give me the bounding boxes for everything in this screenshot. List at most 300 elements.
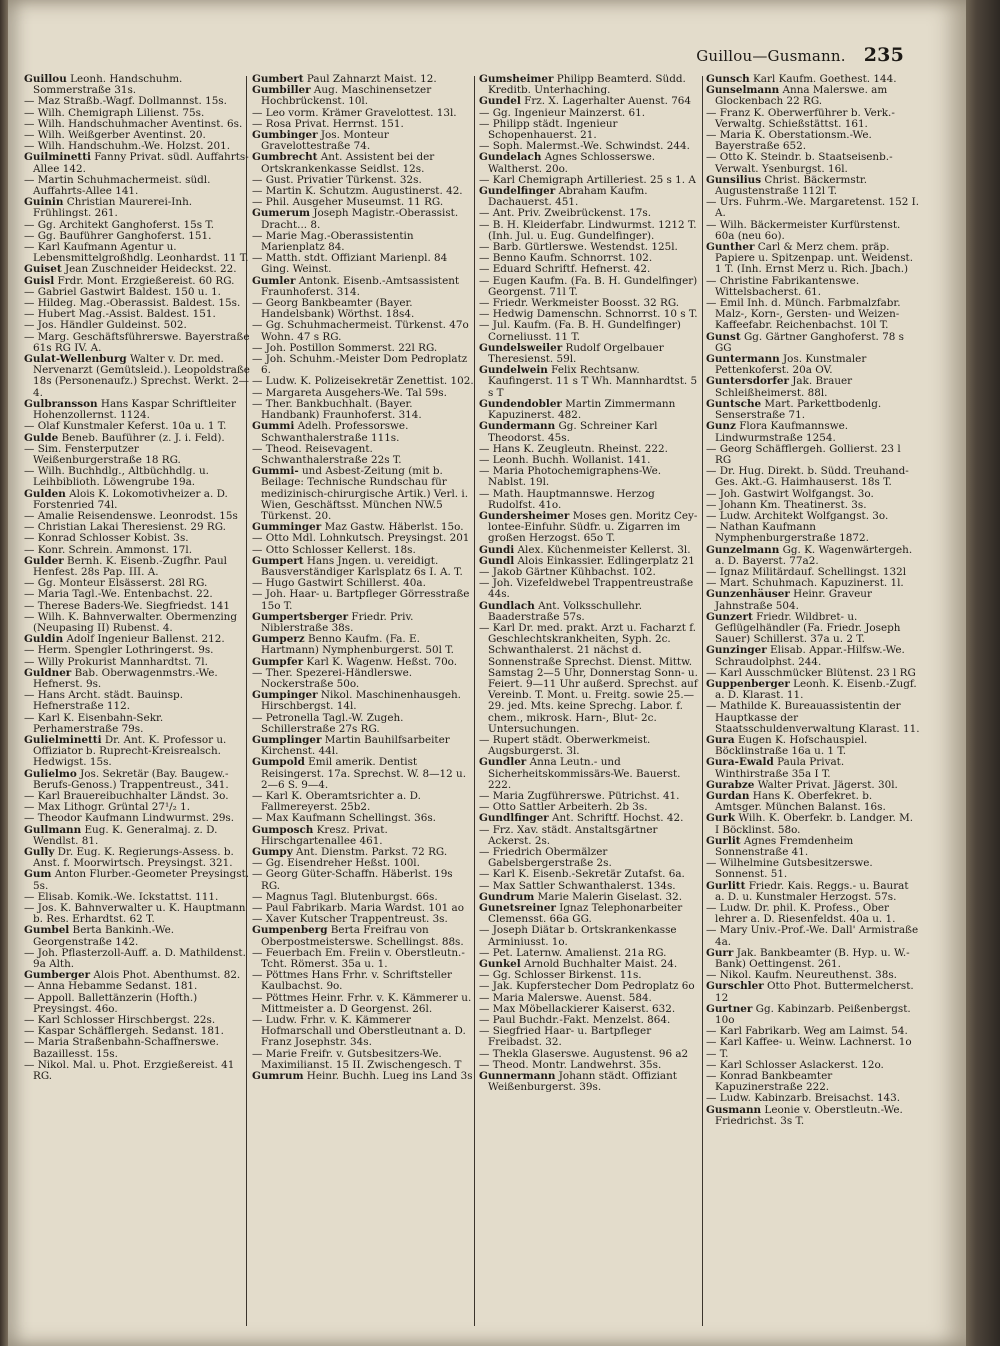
directory-sub-entry: — Theod. Reisevagent. Schwanthalerstraße 22s T. [252,442,402,466]
directory-entry: Gundler Anna Leutn.- und Sicherheitskommissärs-We. Bauerst. 222. [479,756,681,791]
directory-page [8,0,966,1346]
entry-surname: Gum [24,868,52,881]
directory-sub-entry: — Marg. Geschäftsführerswe. Bayerstraße 61s RG IV. A. [24,330,250,354]
directory-entry: Gunetsreiner Ignaz Telephonarbeiter Clemensst. 66a GG. [479,902,683,926]
directory-sub-entry: — Jos. Händler Guldeinst. 502. [24,319,187,332]
entry-surname: Gundelsweiler [479,341,563,354]
directory-sub-entry: — Max Kaufmann Schellingst. 36s. [252,812,436,825]
entry-surname: Gundler [479,756,527,769]
directory-sub-entry: — Thekla Glaserswe. Augustenst. 96 a2 [479,1047,689,1060]
entry-surname: Gumerum [252,207,311,220]
directory-entry: Gullmann Eug. K. Generalmaj. z. D. Wendlst. 81. [24,823,218,847]
directory-sub-entry: — Nathan Kaufmann Nymphenburgerstraße 1872. [706,521,869,545]
entry-surname: Gunzert [706,610,753,623]
directory-sub-entry: — Joh. Schuhm.-Meister Dom Pedroplatz 6. [252,353,468,377]
running-head [696,44,904,66]
directory-entry: Gunkel Arnold Buchhalter Maist. 24. [479,958,678,971]
directory-entry: Gummi Adelh. Professorswe. Schwanthalerstraße 111s. [252,420,409,444]
directory-entry: Gully Dr. Eug. K. Regierungs-Assess. b. Anst. f. Moorwirtsch. Preysingst. 321. [24,846,234,870]
entry-surname: Gumposch [252,823,314,836]
directory-entry: Guisl Frdr. Mont. Erzgießereist. 60 RG. [24,274,235,287]
directory-entry: Guinin Christian Maurerei-Inh. Frühlingst. 261. [24,196,193,220]
directory-sub-entry: — Max Möbellackierer Kaiserst. 632. [479,1002,676,1015]
directory-entry: Gundersheimer Moses gen. Moritz Cey-lontee-Einfuhr. Südfr. u. Zigarren im großen Herzogst. 65o T. [479,509,698,545]
directory-sub-entry: — Rupert städt. Oberwerkmeist. Augsburgerst. 3l. [479,733,651,758]
directory-entry: Gumminger Maz Gastw. Häberlst. 15o. [252,521,464,534]
directory-entry: Guntsche Mart. Parkettbodenlg. Senserstraße 71. [706,397,882,422]
entry-surname: Guilminetti [24,151,91,164]
directory-sub-entry: — Karl Chemigraph Artilleriest. 25 s 1. A [479,173,696,186]
directory-entry: Gulbransson Hans Kaspar Schriftleiter Hohenzollernst. 1124. [24,397,236,422]
directory-entry: Gummi- und Asbest-Zeitung (mit b. Beilage: Technische Rundschau für medizinisch-chirurgische Artik.) Verl. i. Wien, Geschäftsst. München NW.5 Türkenst. 20. [252,465,469,522]
directory-sub-entry: — Theodor Kaufmann Lindwurmst. 29s. [24,812,235,825]
directory-sub-entry: — Karl K. Eisenb.-Sekretär Zutafst. 6a. [479,868,685,881]
directory-sub-entry: — Elisab. Komik.-We. Ickstattst. 111. [24,890,219,903]
directory-sub-entry: — Otto Mdl. Lohnkutsch. Preysingst. 201 [252,532,470,545]
directory-sub-entry: — Philipp städt. Ingenieur Schopenhauerst. 21. [479,117,618,142]
entry-surname: Gumpy [252,846,293,859]
directory-sub-entry: — Rosa Privat. Herrnst. 151. [252,117,404,130]
directory-sub-entry: — Georg Bankbeamter (Bayer. Handelsbank) Wörthst. 18s4. [252,297,415,321]
directory-sub-entry: — Barb. Gürtlerswe. Westendst. 125l. [479,241,678,254]
running-head-title: Guillou—Gusmann. [696,47,846,65]
entry-surname: Gulbransson [24,397,98,410]
directory-entry: Gunnermann Johann städt. Offiziant Weißenburgerst. 39s. [479,1070,677,1094]
entry-surname: Gundersheimer [479,509,570,522]
entry-surname: Gundlach [479,599,535,612]
directory-sub-entry: — Karl K. Oberamtsrichter a. D. Fallmereyerst. 25b2. [252,790,421,814]
directory-sub-entry: — Herm. Spengler Lothringerst. 9s. [24,644,214,657]
directory-sub-entry: — Appoll. Ballettänzerin (Hofth.) Preysingst. 46o. [24,991,198,1015]
directory-sub-entry: — Wilh. Handschuhm.-We. Holzst. 201. [24,140,231,153]
directory-sub-entry: — Margareta Ausgehers-We. Tal 59s. [252,386,447,399]
entry-surname: Gumberger [24,969,91,982]
directory-entry: Gumrum Heinr. Buchh. Lueg ins Land 3s [252,1070,473,1083]
directory-sub-entry: — Joseph Diätar b. Ortskrankenkasse Arminiusst. 1o. [479,924,677,948]
directory-sub-entry: — Karl Schlosser Aslackerst. 12o. [706,1058,884,1071]
entry-surname: Gumpert [252,554,304,567]
directory-entry: Gulden Alois K. Lokomotivheizer a. D. Forstenried 74l. [24,487,228,511]
directory-sub-entry: — Petronella Tagl.-W. Zugeh. Schillerstraße 27s RG. [252,711,404,735]
entry-surname: Gundelfinger [479,185,556,198]
directory-sub-entry: — Marie Mag.-Oberassistentin Marienplatz 84. [252,229,414,254]
directory-sub-entry: — Gabriel Gastwirt Baldest. 150 u. 1. [24,285,221,298]
directory-sub-entry: — Wilh. Bäckermeister Kurfürstenst. 60a (neu 6o). [706,218,901,242]
directory-entry: Gurabze Walter Privat. Jägerst. 30l. [706,778,898,791]
directory-entry: Gum Anton Flurber.-Geometer Preysingst. 5s. [24,868,250,892]
directory-entry: Gundelfinger Abraham Kaufm. Dachauerst. 451. [479,185,648,209]
directory-entry: Gumpenberg Berta Freifrau von Oberpostmeisterswe. Schellingst. 88s. [252,924,464,948]
directory-entry: Gundrum Marie Malerin Giselast. 32. [479,890,683,903]
column-rule [702,76,703,1326]
directory-sub-entry: — Math. Hauptmannswe. Herzog Rudolfst. 41o. [479,487,655,511]
directory-entry: Gundelsweiler Rudolf Orgelbauer Theresienst. 59l. [479,341,664,366]
directory-sub-entry: — Wilh. Buchhdlg., Altbüchhdlg. u. Leihbiblioth. Löwengrube 19a. [24,465,209,489]
directory-sub-entry: — Karl K. Eisenbahn-Sekr. Perhamerstraße 79s. [24,711,164,735]
entry-surname: Gumminger [252,521,322,534]
directory-entry: Gundi Alex. Küchenmeister Kellerst. 3l. [479,543,691,556]
entry-surname: Gully [24,846,55,859]
directory-entry: Gurdan Hans K. Oberfekret. b. Amtsger. München Balanst. 16s. [706,790,886,814]
directory-sub-entry: — Benno Kaufm. Schnorrst. 102. [479,252,653,265]
directory-entry: Gumsheimer Philipp Beamterd. Südd. Kreditb. Unterhaching. [479,73,686,97]
directory-sub-entry: — Ignaz Militärdauf. Schellingst. 132l [706,565,907,578]
entry-surname: Gumler [252,274,296,287]
directory-sub-entry: — Jakob Gärtner Kühbachst. 102. [479,565,656,578]
entry-surname: Gurdan [706,790,750,802]
directory-entry: Guillou Leonh. Handschuhm. Sommerstraße 31s. [24,73,183,97]
directory-entry: Gumpfer Karl K. Wagenw. Heßst. 70o. [252,655,458,668]
directory-entry: Gundlfinger Ant. Schriftf. Hochst. 42. [479,812,684,825]
directory-sub-entry: — Karl Fabrikarb. Weg am Laimst. 54. [706,1025,908,1038]
directory-sub-entry: — Magnus Tagl. Blutenburgst. 66s. [252,890,438,903]
directory-sub-entry: — Eugen Kaufm. (Fa. B. H. Gundelfinger) Georgenst. 71l T. [479,274,698,298]
directory-sub-entry: — Pöttmes Hans Frhr. v. Schriftsteller Kaulbachst. 9o. [252,969,452,993]
directory-sub-entry: — Maz Straßb.-Wagf. Dollmannst. 15s. [24,95,227,108]
directory-sub-entry: — Wilh. K. Bahnverwalter. Obermenzing (Neupasing II) Rubenst. 4. [24,610,237,634]
directory-entry: Gurlit Agnes Fremdenheim Sonnenstraße 41. [706,834,854,859]
entry-surname: Gundelwein [479,364,548,377]
directory-sub-entry: — Nikol. Kaufm. Neureuthenst. 38s. [706,969,897,982]
directory-entry: Gunsch Karl Kaufm. Goethest. 144. [706,73,897,85]
entry-surname: Guisl [24,274,55,287]
entry-surname: Guillou [24,73,67,85]
directory-entry: Gunzenhäuser Heinr. Graveur Jahnstraße 504. [706,588,872,612]
directory-entry: Gumpertsberger Friedr. Priv. Niblerstraße 38s. [252,610,414,634]
entry-surname: Gulder [24,554,64,567]
entry-surname: Guiset [24,263,62,276]
entry-surname: Gulde [24,431,59,444]
entry-surname: Gumbiller [252,84,311,97]
directory-sub-entry: — Karl Brauereibuchhalter Ländst. 3o. [24,790,229,802]
directory-sub-entry: — Gg. Monteur Elsässerst. 28l RG. [24,577,208,590]
directory-sub-entry: — Ant. Priv. Zweibrückenst. 17s. [479,207,652,220]
directory-sub-entry: — Maria Malerswe. Auenst. 584. [479,991,652,1004]
entry-surname: Gunkel [479,958,521,971]
directory-sub-entry: — Marie Freifr. v. Gutsbesitzers-We. Maximilianst. 15 II. Zwischengesch. T [252,1047,462,1071]
directory-entry: Guppenberger Leonh. K. Eisenb.-Zugf. a. D. Klarast. 11. [706,677,917,702]
entry-surname: Gunselmann [706,84,780,97]
directory-entry: Gurtner Gg. Kabinzarb. Peißenbergst. 10o [706,1002,911,1027]
directory-entry: Guldin Adolf Ingenieur Ballenst. 212. [24,633,225,646]
column-rule [474,76,475,1326]
directory-entry: Gumpold Emil amerik. Dentist Reisingerst. 17a. Sprechst. W. 8—12 u. 2—6 S. 9—4. [252,756,467,791]
directory-entry: Gundermann Gg. Schreiner Karl Theodorst. 45s. [479,420,658,444]
directory-sub-entry: — Wilhelmine Gutsbesitzerswe. Sonnenst. 51. [706,857,873,881]
directory-entry: Gunzinger Elisab. Appar.-Hilfsw.-We. Schraudolphst. 244. [706,644,905,668]
directory-entry: Gulat-Wellenburg Walter v. Dr. med. Nervenarzt (Gemütsleid.). Leopoldstraße 18s (Personenaufz.) Sprechst. Werkt. 2—4. [24,353,250,399]
directory-sub-entry: — Maria K. Oberstationsm.-We. Bayerstraße 652. [706,129,872,153]
column-1 [24,74,250,1082]
directory-sub-entry: — Franz K. Oberwerführer b. Verk.-Verwaltg. Schießstättst. 161. [706,106,895,130]
directory-sub-entry: — Georg Schäfflergeh. Gollierst. 23 l RG [706,442,901,466]
directory-sub-entry: — Dr. Hug. Direkt. b. Südd. Treuhand-Ges. Akt.-G. Haimhauserst. 18s T. [706,465,909,489]
directory-sub-entry: — Maria Straßenbahn-Schaffnerswe. Bazaillesst. 15s. [24,1036,219,1060]
directory-sub-entry: — Hildeg. Mag.-Oberassist. Baldest. 15s. [24,297,241,310]
directory-sub-entry: — Kaspar Schäfflergeh. Sedanst. 181. [24,1025,224,1038]
directory-sub-entry: — Paul Buchdr.-Fakt. Menzelst. 864. [479,1014,671,1027]
directory-sub-entry: — T. [706,1047,729,1060]
directory-entry: Gulielminetti Dr. Ant. K. Professor u. Offiziator b. Ruprecht-Kreisrealsch. Hedwigst. 15s. [24,733,227,769]
directory-entry: Gunzert Friedr. Wildbret- u. Geflügelhändler (Fa. Friedr. Joseph Sauer) Schillerst. 37a u. 2 T. [706,610,901,646]
directory-sub-entry: — Ludw. Kabinzarb. Breisachst. 143. [706,1092,901,1105]
entry-surname: Gundi [479,543,515,556]
directory-entry: Gumperz Benno Kaufm. (Fa. E. Hartmann) Nymphenburgerst. 50l T. [252,633,454,657]
directory-sub-entry: — Jul. Kaufm. (Fa. B. H. Gundelfinger) Corneliusst. 11 T. [479,319,681,343]
directory-sub-entry: — Christine Fabrikantenswe. Wittelsbacherst. 61. [706,274,860,298]
entry-surname: Gumpinger [252,689,318,702]
directory-sub-entry: — Konr. Schrein. Ammonst. 17l. [24,543,193,556]
directory-entry: Gumpinger Nikol. Maschinenhausgeh. Hirschbergst. 14l. [252,689,461,713]
directory-sub-entry: — Frz. Xav. städt. Anstaltsgärtner Ackerst. 2s. [479,823,658,847]
directory-sub-entry: — Therese Baders-We. Siegfriedst. 141 [24,599,230,612]
directory-sub-entry: — Pet. Laternw. Amalienst. 21a RG. [479,946,667,959]
directory-sub-entry: — Maria Photochemigraphens-We. Nablst. 19l. [479,465,662,489]
directory-sub-entry: — Otto Sattler Arbeiterh. 2b 3s. [479,801,648,814]
entry-surname: Gunsilius [706,173,762,186]
entry-surname: Gummi [252,420,295,433]
entry-surname: Gunzenhäuser [706,588,790,601]
entry-surname: Gurtner [706,1002,753,1015]
directory-sub-entry: — Leonh. Buchh. Wollanist. 141. [479,453,651,466]
page-number: 235 [863,44,904,66]
entry-surname: Guldin [24,633,64,646]
column-2 [252,74,474,1082]
directory-sub-entry: — Ludw. K. Polizeisekretär Zenettist. 102. [252,375,474,388]
directory-entry: Gumerum Joseph Magistr.-Oberassist. Dracht... 8. [252,207,459,231]
directory-sub-entry: — B. H. Kleiderfabr. Lindwurmst. 1212 T. (Inh. Jul. u. Eug. Gundelfinger). [479,218,697,242]
directory-sub-entry: — Jos. K. Bahnverwalter u. K. Hauptmann b. Res. Erhardtst. 62 T. [24,902,246,926]
entry-surname: Gumbinger [252,129,318,142]
column-4 [706,74,920,1127]
entry-surname: Gura-Ewald [706,756,774,769]
entry-surname: Gumbel [24,924,70,937]
entry-surname: Guinin [24,196,64,209]
directory-entry: Guldner Bab. Oberwagenmstrs.-We. Hefnerst. 9s. [24,666,218,690]
directory-sub-entry: — Anna Hebamme Sedanst. 181. [24,980,198,993]
directory-sub-entry: — Pöttmes Heinr. Frhr. v. K. Kämmerer u. Mittmeister a. D Georgenst. 26l. [252,991,472,1015]
entry-surname: Gulat-Wellenburg [24,353,127,366]
entry-surname: Gurk [706,812,736,825]
column-3 [479,74,701,1093]
directory-sub-entry: — Martin Schuhmachermeist. südl. Auffahrts-Allee 141. [24,173,211,198]
directory-entry: Gundelach Agnes Schlosserswe. Waltherst. 20o. [479,151,656,175]
directory-sub-entry: — Gg. Ingenieur Mainzerst. 61. [479,106,646,119]
directory-sub-entry: — Gg. Schuhmachermeist. Türkenst. 47o Wohn. 47 s RG. [252,319,469,343]
entry-surname: Gummi- [252,465,299,478]
directory-entry: Gunzelmann Gg. K. Wagenwärtergeh. a. D. Bayerst. 77a2. [706,543,913,567]
entry-surname: Gurabze [706,778,755,791]
entry-surname: Gunsch [706,73,750,85]
directory-sub-entry: — Gust. Privatier Türkenst. 32s. [252,173,422,186]
directory-sub-entry: — Christian Lakai Theresienst. 29 RG. [24,521,226,534]
entry-surname: Gundelach [479,151,542,164]
fore-edge [966,0,1000,1346]
entry-surname: Gumsheimer [479,73,554,85]
directory-sub-entry: — Willy Prokurist Mannhardtst. 7l. [24,655,208,668]
directory-entry: Gunther Carl & Merz chem. präp. Papiere u. Spitzenpap. unt. Weidenst. 1 T. (Inh. Ernst Merz u. Rich. Jbach.) [706,241,914,276]
directory-entry: Gunsilius Christ. Bäckermstr. Augustenstraße 112l T. [706,173,867,198]
entry-surname: Gunzinger [706,644,767,657]
directory-sub-entry: — Max Lithogr. Grüntal 27¹/₂ 1. [24,801,191,814]
entry-surname: Gumpold [252,756,305,769]
directory-entry: Gumplinger Martin Bauhilfsarbeiter Kirchenst. 44l. [252,733,450,758]
directory-entry: Gundl Alois Einkassier. Edlingerplatz 21 [479,554,695,567]
directory-entry: Gusmann Leonie v. Oberstleutn.-We. Friedrichst. 3s T. [706,1103,903,1127]
directory-entry: Gumbinger Jos. Monteur Gravelottestraße 74. [252,129,389,153]
directory-entry: Guilminetti Fanny Privat. südl. Auffahrts-Allee 142. [24,151,249,175]
directory-sub-entry: — Amalie Reisendenswe. Leonrodst. 15s [24,509,238,522]
entry-surname: Gusmann [706,1103,762,1116]
entry-surname: Gumperz [252,633,305,646]
directory-entry: Gura Eugen K. Hofschauspiel. Böcklinstraße 16a u. 1 T. [706,733,868,758]
directory-entry: Gumbert Paul Zahnarzt Maist. 12. [252,73,437,85]
entry-surname: Guntsche [706,397,762,410]
entry-surname: Gundel [479,95,521,108]
directory-sub-entry: — Wilh. Weißgerber Aventinst. 20. [24,129,206,142]
directory-sub-entry: — Mart. Schuhmach. Kapuzinerst. 1l. [706,577,904,590]
entry-surname: Gunnermann [479,1070,556,1083]
directory-sub-entry: — Hans K. Zeugleutn. Rheinst. 222. [479,442,668,455]
directory-entry: Gurschler Otto Phot. Buttermelcherst. 12 [706,980,914,1004]
directory-sub-entry: — Emil Inh. d. Münch. Farbmalzfabr. Malz-, Korn-, Gersten- und Weizen-Kaffeefabr. Reichenbachst. 10l T. [706,297,901,332]
directory-entry: Gunz Flora Kaufmannswe. Lindwurmstraße 1254. [706,420,849,444]
directory-sub-entry: — Mary Univ.-Prof.-We. Dall' Armistraße 4a. [706,924,919,948]
directory-entry: Gundlach Ant. Volksschullehr. Baaderstraße 57s. [479,599,642,623]
directory-sub-entry: — Hedwig Damenschn. Schnorrst. 10 s T. [479,308,698,321]
directory-sub-entry: — Hans Archt. städt. Bauinsp. Hefnerstraße 112. [24,689,184,713]
directory-sub-entry: — Soph. Malermst.-We. Schwindst. 244. [479,140,690,153]
directory-sub-entry: — Jak. Kupferstecher Dom Pedroplatz 6o [479,980,695,993]
entry-surname: Gundlfinger [479,812,549,825]
entry-surname: Gundendobler [479,397,562,410]
directory-sub-entry: — Siegfried Haar- u. Bartpfleger Freibadst. 32. [479,1025,652,1049]
entry-surname: Gumrum [252,1070,304,1083]
directory-entry: Gumberger Alois Phot. Abenthumst. 82. [24,969,241,982]
directory-entry: Gumbiller Aug. Maschinensetzer Hochbrückenst. 10l. [252,84,432,108]
directory-sub-entry: — Karl Ausschmücker Blütenst. 23 l RG [706,666,916,679]
directory-sub-entry: — Johann Km. Theatinerst. 3s. [706,498,867,511]
directory-sub-entry: — Gg. Eisendreher Heßst. 100l. [252,857,420,870]
entry-surname: Gumpertsberger [252,610,349,623]
entry-surname: Gundermann [479,420,556,433]
entry-surname: Gurr [706,946,734,959]
directory-entry: Gulielmo Jos. Sekretär (Bay. Baugew.-Berufs-Genoss.) Trappentreust., 341. [24,767,229,791]
directory-entry: Gumpy Ant. Dienstm. Parkst. 72 RG. [252,846,448,859]
entry-surname: Gunther [706,241,755,254]
directory-sub-entry: — Theod. Montr. Landwehrst. 35s. [479,1058,662,1071]
entry-surname: Gundl [479,554,515,567]
directory-entry: Gulde Beneb. Bauführer (z. J. i. Feld). [24,431,225,444]
directory-sub-entry: — Ludw. Dr. phil. K. Profess., Ober lehrer a. D. Riesenfeldst. 40a u. 1. [706,902,896,926]
directory-entry: Gurlitt Friedr. Kais. Reggs.- u. Baurat a. D. u. Kunstmaler Herzogst. 57s. [706,879,909,903]
entry-surname: Gumbert [252,73,304,85]
directory-sub-entry: — Maria Zugführerswe. Pütrichst. 41. [479,790,680,802]
directory-entry: Gulder Bernh. K. Eisenb.-Zugfhr. Paul Henfest. 28s Pap. III. A. [24,554,227,578]
directory-sub-entry: — Konrad Bankbeamter Kapuzinerstraße 222. [706,1070,833,1094]
entry-surname: Gumpfer [252,655,304,668]
directory-sub-entry: — Karl Dr. med. prakt. Arzt u. Facharzt f. Geschlechtskrankheiten, Syph. 2c. Schwanthalerst. 21 nächst d. Sonnenstraße Sprechst. Dienst. Mittw. Samstag 2—5 Uhr, Donnerstag Sonn- u. Feiert. 9—11 Uhr außerd. Sprechst. auf Vereinb. T. Mont. u. Freitg. sowie 25.—29. jed. Mts. keine Sprechg. Labor. f. chem., mikrosk. Harn-, Blut- 2c. Untersuchungen. [479,621,698,735]
directory-entry: Guntersdorfer Jak. Brauer Schleißheimerst. 88l. [706,375,853,399]
directory-sub-entry: — Otto Schlosser Kellerst. 18s. [252,543,416,556]
directory-sub-entry: — Ludw. Frhr. v. K. Kämmerer Hofmarschall und Oberstleutnant a. D. Franz Josephstr. 34s. [252,1014,466,1049]
entry-surname: Gumpenberg [252,924,328,937]
directory-entry: Gumposch Kresz. Privat. Hirschgartenallee 461. [252,823,388,847]
directory-sub-entry: — Konrad Schlosser Kobist. 3s. [24,532,189,545]
entry-surname: Gunst [706,330,741,343]
directory-sub-entry: — Leo vorm. Krämer Gravelottest. 13l. [252,106,457,119]
entry-surname: Gunetsreiner [479,902,556,915]
entry-surname: Gumplinger [252,733,322,746]
entry-surname: Gura [706,733,735,746]
directory-sub-entry: — Karl Schlosser Hirschbergst. 22s. [24,1014,216,1027]
directory-entry: Guiset Jean Zuschneider Heideckst. 22. [24,263,237,276]
directory-entry: Gumbrecht Ant. Assistent bei der Ortskrankenkasse Seidlst. 12s. [252,151,435,175]
directory-sub-entry: — Karl Kaufmann Agentur u. Lebensmittelgroßhdlg. Leonhardst. 11 T. [24,241,249,265]
directory-sub-entry: — Joh. Vizefeldwebel Trappentreustraße 44s. [479,577,694,601]
directory-sub-entry: — Ther. Spezerei-Händlerswe. Nockerstraße 50o. [252,666,413,690]
directory-sub-entry: — Martin K. Schutzm. Augustinerst. 42. [252,185,463,198]
directory-sub-entry: — Feuerbach Em. Freiin v. Oberstleutn.-Tcht. Römerst. 35a u. 1. [252,946,465,971]
directory-sub-entry: — Gg. Architekt Ganghoferst. 15s T. [24,218,215,231]
entry-surname: Guldner [24,666,72,679]
directory-entry: Gura-Ewald Paula Privat. Winthirstraße 35a I T. [706,756,845,780]
directory-sub-entry: — Matth. stdt. Offiziant Marienpl. 84 Ging. Weinst. [252,252,448,276]
directory-sub-entry: — Sim. Fensterputzer Weißenburgerstraße 18 RG. [24,442,181,466]
entry-surname: Guntersdorfer [706,375,789,388]
directory-entry: Gundendobler Martin Zimmermann Kapuzinerst. 482. [479,397,676,422]
directory-sub-entry: — Joh. Gastwirt Wolfgangst. 3o. [706,487,874,500]
entry-surname: Gurschler [706,980,764,993]
directory-sub-entry: — Max Sattler Schwanthalerst. 134s. [479,879,676,892]
entry-surname: Gulielmo [24,767,77,780]
directory-sub-entry: — Phil. Ausgeher Museumst. 11 RG. [252,196,444,209]
directory-sub-entry: — Otto K. Steindr. b. Staatseisenb.-Verwalt. Ysenburgst. 16l. [706,151,893,175]
directory-sub-entry: — Friedrich Obermälzer Gabelsbergerstraße 2s. [479,846,612,870]
directory-sub-entry: — Hubert Mag.-Assist. Baldest. 151. [24,308,216,321]
directory-entry: Gunst Gg. Gärtner Ganghoferst. 78 s GG [706,330,904,354]
entry-surname: Guppenberger [706,677,790,690]
directory-sub-entry: — Gg. Schlosser Birkenst. 11s. [479,969,642,982]
directory-entry: Gundelwein Felix Rechtsanw. Kaufingerst. 11 s T Wh. Mannhardtst. 5 s T [479,364,698,399]
entry-surname: Gurlitt [706,879,746,892]
directory-sub-entry: — Maria Tagl.-We. Entenbachst. 22. [24,588,213,601]
directory-sub-entry: — Wilh. Handschuhmacher Aventinst. 6s. [24,117,243,130]
directory-sub-entry: — Joh. Haar- u. Bartpfleger Görresstraße 15o T. [252,588,470,612]
directory-entry: Gurk Wilh. K. Oberfekr. b. Landger. M. I Böcklinst. 58o. [706,812,914,836]
entry-surname: Gullmann [24,823,82,836]
directory-sub-entry: — Xaver Kutscher Trappentreust. 3s. [252,913,448,926]
directory-sub-entry: — Joh. Pflasterzoll-Auff. a. D. Mathildenst. 9a Alth. [24,946,246,971]
directory-sub-entry: — Ther. Bankbuchhalt. (Bayer. Handbank) Fraunhoferst. 314. [252,397,422,422]
entry-surname: Gundrum [479,890,535,903]
directory-entry: Gumler Antonk. Eisenb.-Amtsassistent Fraunhoferst. 314. [252,274,460,298]
directory-sub-entry: — Urs. Fuhrm.-We. Margaretenst. 152 I. A. [706,196,920,220]
directory-entry: Gunselmann Anna Malerswe. am Glockenbach 22 RG. [706,84,888,108]
directory-entry: Gundel Frz. X. Lagerhalter Auenst. 764 [479,95,692,108]
directory-sub-entry: — Nikol. Mal. u. Phot. Erzgießereist. 41 RG. [24,1058,235,1083]
entry-surname: Gulden [24,487,66,500]
directory-entry: Gurr Jak. Bankbeamter (B. Hyp. u. W.-Bank) Oettingenst. 261. [706,946,910,971]
directory-sub-entry: — Karl Kaffee- u. Weinw. Lachnerst. 1o [706,1036,912,1049]
directory-sub-entry: — Olaf Kunstmaler Keferst. 10a u. 1 T. [24,420,227,433]
directory-entry: Gumbel Berta Bankinh.-We. Georgenstraße 142. [24,924,175,948]
entry-surname: Gumbrecht [252,151,318,164]
directory-sub-entry: — Friedr. Werkmeister Boosst. 32 RG. [479,297,680,310]
directory-sub-entry: — Paul Fabrikarb. Maria Wardst. 101 ao [252,902,464,915]
directory-sub-entry: — Eduard Schriftf. Hefnerst. 42. [479,263,651,276]
directory-sub-entry: — Georg Güter-Schaffn. Häberlst. 19s RG. [252,868,453,892]
